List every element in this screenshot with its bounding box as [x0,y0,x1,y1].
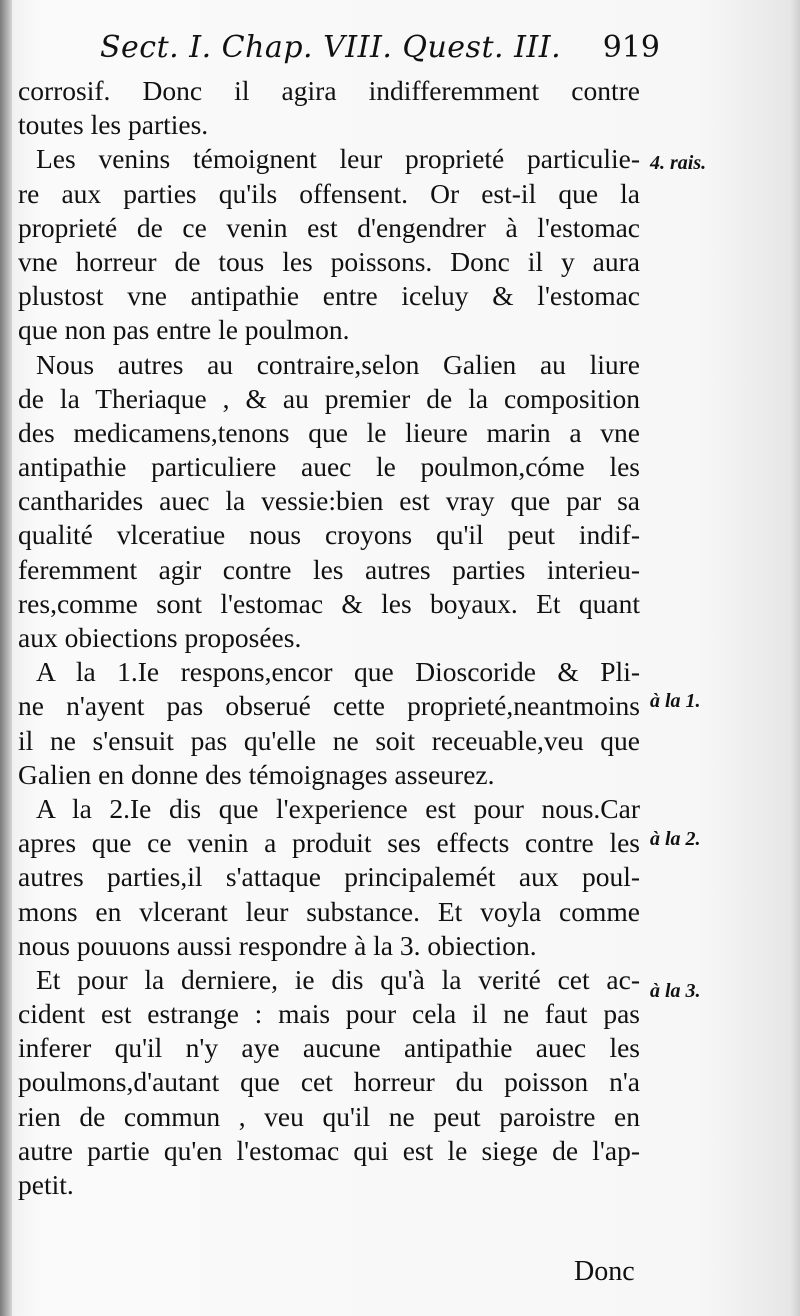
binding-shadow [0,0,12,1316]
text-line: Nous autres au contraire,selon Galien au liure [36,348,640,380]
text-line: Et pour la derniere, ie dis qu'à la verité cet ac- [36,963,640,995]
text-line: autres parties,il s'attaque principalemét aux poul- [18,861,640,893]
text-line: nous pouuons aussi respondre à la 3. obiection. [18,929,537,961]
text-line: mons en vlcerant leur substance. Et voyla comme [18,895,640,927]
text-line: cident est estrange : mais pour cela il ne faut pas [18,998,640,1030]
text-line: il ne s'ensuit pas qu'elle ne soit receuable,veu que [18,724,640,756]
text-line: A la 2.Ie dis que l'experience est pour nous.Car [36,792,640,824]
page-header [100,30,660,78]
text-line: corrosif. Donc il agira indifferemment contre [18,75,640,106]
text-block [18,74,640,1202]
catchword: Donc [574,1256,635,1287]
text-line: antipathie particuliere auec le poulmon,cóme les [18,451,640,483]
margin-note-a-la-1: à la 1. [650,690,701,712]
text-line: inferer qu'il n'y aye aucune antipathie auec les [18,1032,640,1064]
text-line: des medicamens,tenons que le lieure marin a vne [18,416,640,448]
text-line: cantharides auec la vessie:bien est vray que par sa [18,485,640,517]
text-line: Les venins témoignent leur proprieté particulie- [36,143,640,175]
text-line: vne horreur de tous les poissons. Donc il y aura [18,245,640,277]
text-line: aux obiections proposées. [18,622,302,653]
text-line: ne n'ayent pas obserué cette proprieté,neantmoins [18,690,640,722]
margin-note-a-la-2: à la 2. [650,828,701,850]
text-line: apres que ce venin a produit ses effects contre les [18,827,640,859]
text-line: petit. [18,1169,74,1200]
text-line: proprieté de ce venin est d'engendrer à l'estomac [18,211,640,243]
text-line: qualité vlceratiue nous croyons qu'il peut indif- [18,519,640,551]
text-line: plustost vne antipathie entre iceluy & l'estomac [18,280,640,312]
text-line: re aux parties qu'ils offensent. Or est-il que la [18,177,640,209]
running-head: Sect. I. Chap. VIII. Quest. III. [100,30,562,65]
page-number: 919 [602,30,660,65]
margin-note-a-la-3: à la 3. [650,980,701,1002]
text-line: rien de commun , veu qu'il ne peut paroistre en [18,1100,640,1132]
text-line: de la Theriaque , & au premier de la composition [18,382,640,414]
margin-note-raison: 4. rais. [650,152,707,174]
text-line: autre partie qu'en l'estomac qui est le siege de l'ap- [18,1134,640,1166]
text-line: que non pas entre le poulmon. [18,314,350,346]
text-line: res,comme sont l'estomac & les boyaux. Et quant [18,587,640,619]
text-line: A la 1.Ie respons,encor que Dioscoride & Pli- [36,656,640,688]
text-line: Galien en donne des témoignages asseurez. [18,758,495,790]
text-line: poulmons,d'autant que cet horreur du poisson n'a [18,1066,640,1098]
text-line: toutes les parties. [18,109,209,141]
text-line: feremment agir contre les autres parties interieu- [18,553,640,585]
